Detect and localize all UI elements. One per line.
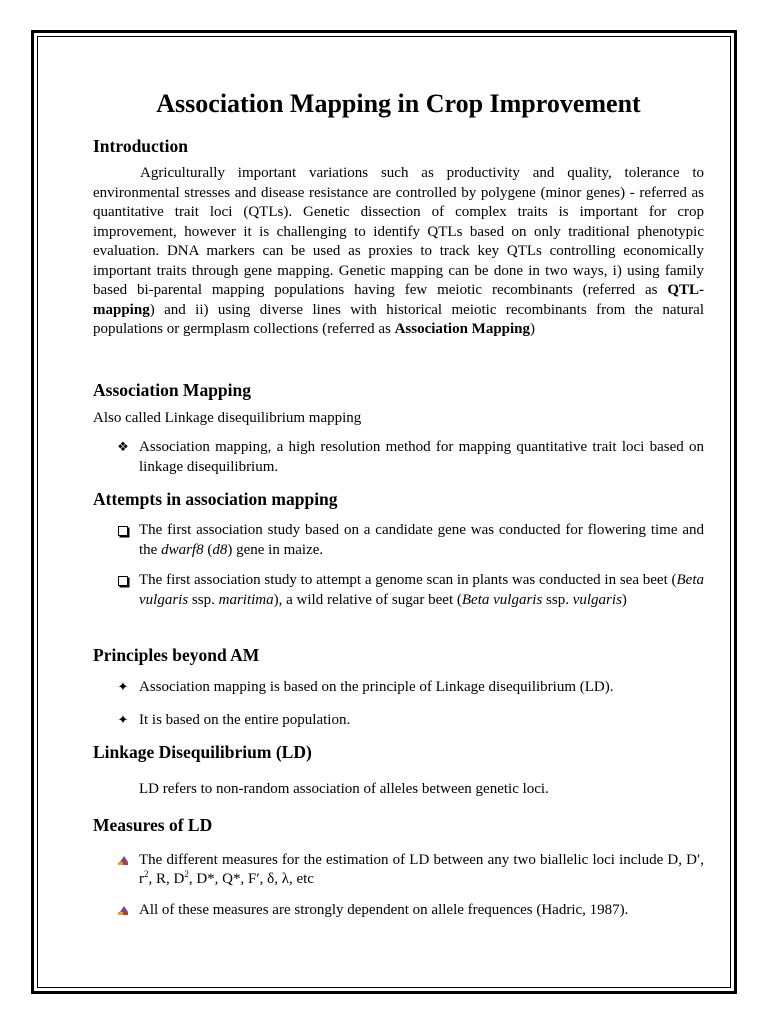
principles-heading: Principles beyond AM — [93, 645, 260, 665]
association-mapping-subtitle: Also called Linkage disequilibrium mapping — [93, 409, 362, 426]
association-mapping-list — [93, 438, 704, 477]
association-mapping-heading: Association Mapping — [93, 379, 252, 400]
measure-2-text: All of these measures are strongly dependent on allele frequences (Hadric, 1987). — [139, 901, 629, 918]
ld-definition: LD refers to non-random association of alleles between genetic loci. — [139, 781, 549, 797]
list-item-text: Association mapping, a high resolution method for mapping quantitative trait loci based on linkage disequilibrium. — [139, 439, 704, 475]
introduction-paragraph — [93, 164, 704, 340]
list-item — [93, 571, 704, 610]
diamond-bullet-icon: ❖ — [117, 440, 129, 455]
intro-text-2: ) and ii) using diverse lines with historical meiotic recombinants from the natural populations or germplasm collections (referred as — [93, 301, 704, 337]
list-item — [93, 521, 704, 560]
list-item — [93, 851, 704, 890]
arrow-bullet-icon — [115, 901, 131, 923]
measures-heading: Measures of LD — [93, 814, 213, 835]
attempts-list — [93, 521, 704, 610]
arrow-bullet-icon — [115, 851, 131, 873]
principle-2-text: It is based on the entire population. — [139, 711, 351, 728]
intro-bold-association-mapping: Association Mapping — [394, 321, 531, 337]
introduction-heading: Introduction — [93, 136, 188, 156]
intro-bold-qtl-mapping: QTL-mapping — [93, 282, 704, 318]
principle-1-text: Association mapping is based on the principle of Linkage disequilibrium (LD). — [139, 679, 614, 695]
attempt-2-text: The first association study to attempt a genome scan in plants was conducted in sea beet (Beta vulgaris ssp. maritima), a wild relative of sugar beet (Beta vulgaris ssp. vulgaris) — [139, 572, 704, 608]
intro-text-3: ) — [530, 321, 536, 337]
star-bullet-icon: ✦ — [117, 712, 129, 728]
list-item — [93, 711, 704, 731]
checkbox-bullet-icon — [115, 571, 131, 593]
document-body — [93, 86, 704, 920]
ld-heading: Linkage Disequilibrium (LD) — [93, 742, 312, 762]
attempts-heading: Attempts in association mapping — [93, 489, 338, 509]
star-bullet-icon: ✦ — [117, 680, 129, 695]
list-item — [93, 901, 704, 921]
page-title: Association Mapping in Crop Improvement — [156, 89, 641, 118]
attempt-1-text: The first association study based on a candidate gene was conducted for flowering time and the dwarf8 (d8) gene in maize. — [139, 522, 704, 558]
measures-list — [93, 851, 704, 921]
intro-text-1: Agriculturally important variations such as productivity and quality, tolerance to environmental stresses and disease resistance are controlled by polygene (minor genes) - referred as quantitative trait loci (QTLs). Genetic dissection of complex traits is important for crop improvement, however it is challenging to identify QTLs based on only traditional phenotypic evaluation. DNA markers can be used as proxies to track key QTLs controlling economically important traits through gene mapping. Genetic mapping can be done in two ways, i) using family based bi-parental mapping populations having few meiotic recombinants (referred as — [93, 165, 704, 298]
list-item — [93, 678, 704, 698]
measure-1-text: The different measures for the estimation of LD between any two biallelic loci include D, D′, $r^2$, R, $D^2$, D*, Q*, F′, δ, λ, etc — [139, 851, 704, 887]
checkbox-bullet-icon — [115, 521, 131, 543]
list-item — [93, 438, 704, 477]
principles-list — [93, 678, 704, 730]
